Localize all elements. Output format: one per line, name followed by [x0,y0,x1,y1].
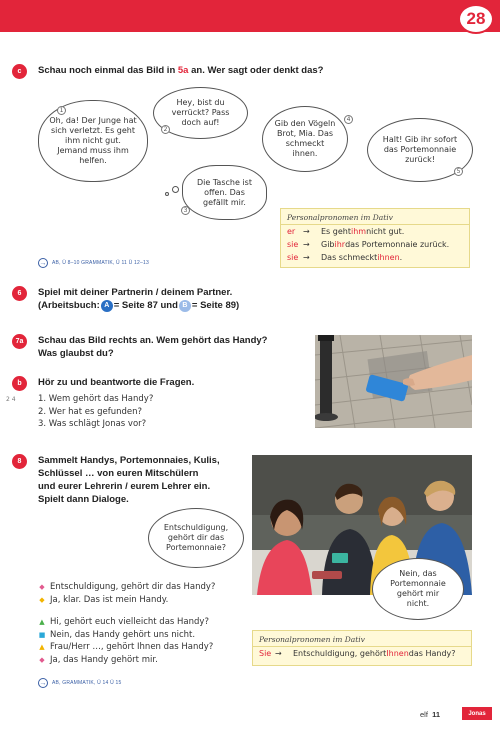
speech-bubble-1: Oh, da! Der Junge hat sich verletzt. Es geht ihm nicht gut. Jemand muss ihm helfen. [38,100,148,182]
phone-on-pavement-photo [315,335,472,428]
task-6-instruction: Spiel mit deiner Partnerin / deinem Partner. (Arbeitsbuch: A = Seite 87 und B = Seite 89) [38,287,240,311]
dialog-line: ◆ Ja, das Handy gehört mir. [39,654,158,665]
task-c-instruction: Schau noch einmal das Bild in 5a an. Wer sagt oder denkt das? [38,65,324,76]
grammar-box-title: Personalpronomen im Dativ [253,631,471,647]
footer-page-label: elf 11 [420,710,441,719]
grammar-box-title: Personalpronomen im Dativ [281,209,469,225]
thought-dot [165,192,169,196]
chapter-tag: Jonas [462,707,492,720]
grammar-row: sie → Gib ihr das Portemonnaie zurück. [287,240,450,249]
thought-bubble-3: Die Tasche ist offen. Das gefällt mir. [182,165,267,220]
task-b-instruction: Hör zu und beantworte die Fragen. [38,377,195,388]
task-marker-c: c [12,64,27,79]
phone-photo-illustration [315,335,472,428]
bubble-number-5: 5 [454,167,463,176]
page-number-badge: 28 [458,4,494,34]
diamond-yellow-icon: ◆ [39,595,45,604]
grammar-row: er → Es geht ihm nicht gut. [287,227,405,236]
top-banner [0,0,500,32]
dialog-line: ▲ Hi, gehört euch vielleicht das Handy? [39,617,209,627]
speech-bubble-4: Gib den Vögeln Brot, Mia. Das schmeckt ihnen. [262,106,348,172]
diamond-pink-icon: ◆ [39,655,45,664]
bubble-number-4: 4 [344,115,353,124]
arrow-right-icon: → [39,679,47,687]
dialog-example-1 [38,581,215,606]
square-cyan-icon: ■ [38,630,46,639]
task-marker-6: 6 [12,286,27,301]
task-7a-instruction: Schau das Bild rechts an. Wem gehört das Handy? Was glaubst du? [38,335,268,359]
speech-bubble-entschuldigung: Entschuldigung, gehört dir das Portemonnaie? [148,508,244,568]
dialog-line: ◆ Entschuldigung, gehört dir das Handy? [39,582,216,592]
question-item: 3. Was schlägt Jonas vor? [38,419,147,429]
question-item: 1. Wem gehört das Handy? [38,394,154,404]
speech-bubble-nein: Nein, das Portemonnaie gehört mir nicht. [372,558,464,620]
audio-track-icon[interactable]: 2 4 [6,396,16,403]
dialog-example-2 [38,616,213,666]
question-item: 2. Wer hat es gefunden? [38,406,143,417]
dative-grammar-box [280,208,470,268]
dative-grammar-box-2 [252,630,472,666]
arrow-right-icon: → [39,259,47,267]
workbook-reference-2[interactable]: → AB, GRAMMATIK, Ü 14 Ü 15 [39,679,122,687]
diamond-pink-icon: ◆ [39,583,45,591]
bubble-number-3: 3 [181,206,190,215]
badge-b: B [179,300,191,312]
badge-a: A [101,300,113,312]
triangle-green-icon: ▲ [39,618,45,626]
question-list [38,393,153,431]
grammar-row: sie → Das schmeckt ihnen . [287,253,403,262]
bubble-number-1: 1 [57,106,66,115]
task-marker-b: b [12,376,27,391]
task-marker-8: 8 [12,454,27,469]
workbook-reference[interactable]: → AB, Ü 8–10 GRAMMATIK, Ü 11 Ü 12–13 [39,259,149,267]
dialog-line: ▲ Frau/Herr …, gehört Ihnen das Handy? [39,642,214,652]
task-8-instruction: Sammelt Handys, Portemonnaies, Kulis, Schlüssel … von euren Mitschülern und eurer Lehrerin / eurem Lehrer ein. Spielt dann Dialoge. [38,455,220,505]
triangle-yellow-icon: ▲ [39,643,45,651]
dialog-line: ■ Nein, das Handy gehört uns nicht. [38,629,196,640]
grammar-row: Sie → Entschuldigung, gehört Ihnen das Handy? [259,649,456,658]
dialog-line: ◆ Ja, klar. Das ist mein Handy. [39,594,169,605]
speech-bubble-5: Halt! Gib ihr sofort das Portemonnaie zurück! [367,118,473,182]
bubble-number-2: 2 [161,125,170,134]
speech-bubble-2: Hey, bist du verrückt? Pass doch auf! [153,87,248,139]
task-marker-7a: 7a [12,334,27,349]
thought-dot [172,186,179,193]
